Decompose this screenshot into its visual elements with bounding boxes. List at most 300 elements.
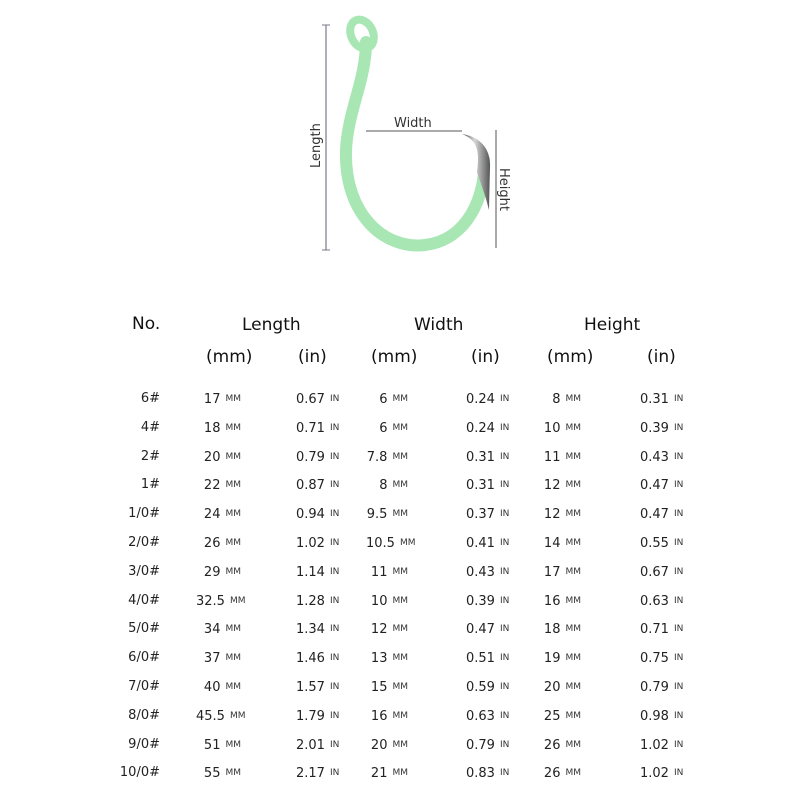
unit-suffix: MM [565, 509, 581, 520]
cell-width-mm [366, 621, 408, 638]
unit-suffix: IN [329, 422, 340, 433]
cell-width-mm [366, 708, 408, 725]
cell-width-in [466, 737, 510, 754]
cell-value: 0.67 [296, 392, 325, 407]
cell-length-in [296, 535, 340, 552]
cell-width-mm [366, 420, 408, 437]
cell-width-in [466, 391, 510, 408]
unit-suffix: MM [565, 566, 581, 577]
cell-value: 21 [370, 766, 388, 782]
cell-length-mm [196, 391, 241, 408]
cell-value: 0.83 [466, 766, 495, 782]
cell-height-in [640, 535, 684, 552]
unit-suffix: MM [225, 422, 241, 433]
cell-value: 13 [370, 651, 388, 667]
cell-length-in [296, 679, 340, 696]
cell-value: 0.24 [466, 392, 495, 407]
cell-height-in [640, 765, 684, 782]
cell-value: 2# [140, 448, 160, 464]
unit-suffix: IN [499, 480, 510, 491]
unit-suffix: MM [392, 624, 408, 635]
cell-height-mm [536, 708, 581, 725]
unit-suffix: IN [329, 624, 340, 635]
cell-value: 19 [543, 651, 561, 667]
cell-value: 40 [203, 680, 221, 695]
cell-value: 0.31 [466, 449, 495, 465]
table-row [0, 477, 800, 499]
table-row [0, 593, 800, 615]
cell-value: 0.63 [466, 708, 495, 724]
cell-value: 1.46 [296, 651, 325, 667]
cell-value: 11 [370, 564, 388, 580]
cell-value: 16 [370, 708, 388, 724]
cell-width-mm [366, 535, 416, 552]
header-length: Length [242, 315, 301, 335]
cell-value: 32.5 [196, 593, 225, 609]
cell-value: 55 [203, 766, 221, 782]
cell-value: 0.55 [640, 536, 669, 551]
cell-width-mm [366, 593, 408, 610]
cell-no [100, 593, 160, 609]
cell-length-mm [196, 564, 241, 581]
unit-suffix: MM [225, 394, 241, 404]
cell-height-mm [536, 679, 581, 696]
cell-height-mm [536, 420, 581, 437]
table-row [0, 650, 800, 672]
unit-suffix: IN [673, 394, 684, 404]
cell-length-in [296, 650, 340, 667]
cell-width-mm [366, 737, 408, 754]
cell-value: 1.79 [296, 708, 325, 724]
cell-height-in [640, 708, 684, 725]
unit-suffix: IN [673, 653, 684, 664]
unit-suffix: IN [673, 595, 684, 606]
unit-suffix: IN [329, 538, 340, 548]
cell-value: 2/0# [128, 535, 160, 550]
cell-value: 1.28 [296, 593, 325, 609]
table-row [0, 679, 800, 701]
cell-length-mm [196, 765, 241, 782]
cell-length-mm [196, 679, 241, 696]
cell-no [100, 449, 160, 465]
cell-value: 9.5 [366, 507, 388, 523]
unit-suffix: MM [225, 538, 241, 548]
length-label: Length [309, 123, 324, 168]
unit-suffix: IN [499, 422, 510, 433]
unit-suffix: MM [565, 710, 581, 721]
cell-value: 37 [203, 651, 221, 667]
unit-suffix: MM [392, 739, 408, 750]
cell-value: 0.47 [466, 622, 495, 638]
cell-value: 0.37 [466, 507, 495, 523]
cell-value: 6 [379, 420, 388, 436]
cell-value: 0.43 [466, 564, 495, 580]
unit-suffix: MM [565, 422, 581, 433]
unit-suffix: MM [229, 595, 246, 606]
cell-length-in [296, 420, 340, 437]
cell-value: 16 [543, 593, 561, 609]
cell-value: 0.39 [466, 593, 495, 609]
cell-no [100, 535, 160, 551]
unit-suffix: IN [499, 710, 510, 721]
table-row [0, 391, 800, 413]
cell-value: 24 [203, 507, 221, 523]
cell-height-mm [536, 449, 581, 466]
cell-value: 10 [370, 593, 388, 609]
cell-no [100, 621, 160, 637]
cell-value: 29 [203, 564, 221, 580]
unit-suffix: IN [329, 566, 340, 577]
cell-value: 10 [543, 420, 561, 436]
cell-width-mm [366, 506, 408, 523]
cell-value: 12 [543, 507, 561, 523]
cell-height-mm [536, 535, 581, 552]
cell-height-mm [536, 477, 581, 494]
cell-value: 20 [370, 737, 388, 753]
unit-suffix: MM [392, 394, 408, 404]
cell-length-mm [196, 621, 241, 638]
cell-value: 10/0# [119, 765, 160, 781]
unit-length-in: (in) [298, 347, 327, 367]
unit-suffix: IN [673, 422, 684, 433]
unit-suffix: MM [392, 480, 408, 491]
cell-value: 8/0# [128, 707, 160, 723]
unit-suffix: MM [392, 451, 408, 462]
cell-value: 0.59 [466, 680, 495, 695]
cell-no [100, 708, 160, 724]
cell-value: 26 [203, 536, 221, 551]
unit-suffix: IN [673, 566, 684, 577]
cell-value: 0.24 [466, 420, 495, 436]
cell-value: 20 [543, 680, 561, 695]
cell-length-in [296, 391, 340, 408]
cell-width-mm [366, 391, 408, 408]
unit-width-in: (in) [471, 347, 500, 367]
cell-value: 0.94 [296, 507, 325, 523]
height-label: Height [496, 168, 511, 211]
table-row [0, 449, 800, 471]
cell-no [100, 650, 160, 666]
cell-width-in [466, 449, 510, 466]
cell-width-in [466, 477, 510, 494]
cell-value: 0.79 [640, 680, 669, 695]
cell-value: 25 [543, 708, 561, 724]
cell-value: 0.67 [640, 564, 669, 580]
cell-no [100, 564, 160, 580]
cell-height-in [640, 621, 684, 638]
unit-suffix: IN [673, 682, 684, 692]
cell-value: 8 [552, 392, 561, 407]
cell-value: 0.47 [640, 478, 669, 494]
cell-length-mm [196, 737, 241, 754]
cell-width-mm [366, 650, 408, 667]
cell-value: 0.71 [296, 420, 325, 436]
unit-suffix: IN [329, 682, 340, 692]
unit-suffix: IN [499, 768, 510, 779]
unit-suffix: IN [329, 653, 340, 664]
cell-value: 8 [379, 478, 388, 494]
unit-suffix: IN [499, 538, 510, 548]
unit-suffix: MM [565, 480, 581, 491]
unit-suffix: MM [565, 682, 581, 692]
cell-value: 3/0# [128, 563, 160, 579]
cell-no [100, 477, 160, 493]
cell-value: 26 [543, 737, 561, 753]
unit-suffix: IN [329, 509, 340, 520]
unit-suffix: IN [499, 566, 510, 577]
cell-value: 18 [543, 622, 561, 638]
unit-suffix: IN [673, 480, 684, 491]
unit-suffix: IN [499, 451, 510, 462]
cell-length-mm [196, 593, 246, 610]
cell-value: 0.39 [640, 420, 669, 436]
cell-no [100, 420, 160, 436]
header-no: No. [132, 314, 161, 334]
cell-value: 11 [543, 449, 561, 465]
cell-value: 0.98 [640, 708, 669, 724]
cell-height-in [640, 449, 684, 466]
table-row [0, 765, 800, 787]
unit-suffix: MM [565, 739, 581, 750]
cell-value: 1.02 [640, 737, 669, 753]
cell-length-in [296, 449, 340, 466]
cell-width-in [466, 506, 510, 523]
unit-suffix: IN [329, 739, 340, 750]
cell-length-mm [196, 477, 241, 494]
cell-height-mm [536, 506, 581, 523]
cell-no [100, 391, 160, 407]
cell-value: 45.5 [196, 708, 225, 724]
unit-suffix: IN [499, 394, 510, 404]
cell-length-in [296, 737, 340, 754]
unit-suffix: IN [499, 595, 510, 606]
unit-suffix: MM [392, 509, 408, 520]
cell-no [100, 765, 160, 781]
cell-length-in [296, 621, 340, 638]
cell-value: 18 [203, 420, 221, 436]
cell-width-mm [366, 765, 408, 782]
unit-suffix: MM [392, 566, 408, 577]
unit-suffix: MM [225, 451, 241, 462]
cell-value: 5/0# [128, 621, 160, 637]
cell-value: 1.02 [640, 766, 669, 782]
cell-value: 9/0# [128, 736, 160, 752]
unit-suffix: MM [225, 682, 241, 692]
cell-height-in [640, 650, 684, 667]
table-row [0, 708, 800, 730]
unit-suffix: MM [392, 710, 408, 721]
cell-length-in [296, 765, 340, 782]
cell-width-in [466, 679, 510, 696]
cell-value: 1.57 [296, 680, 325, 695]
cell-length-mm [196, 535, 241, 552]
unit-suffix: MM [225, 739, 241, 750]
cell-height-mm [536, 593, 581, 610]
cell-value: 7/0# [128, 679, 160, 694]
header-width: Width [414, 315, 464, 335]
unit-suffix: IN [329, 768, 340, 779]
unit-suffix: IN [499, 653, 510, 664]
cell-value: 2.17 [296, 766, 325, 782]
table-row [0, 506, 800, 528]
cell-value: 1.02 [296, 536, 325, 551]
cell-value: 0.43 [640, 449, 669, 465]
unit-length-mm: (mm) [206, 347, 253, 367]
unit-suffix: IN [673, 538, 684, 548]
cell-value: 2.01 [296, 737, 325, 753]
width-label: Width [394, 116, 432, 131]
cell-length-mm [196, 420, 241, 437]
table-row [0, 621, 800, 643]
cell-length-mm [196, 449, 241, 466]
cell-value: 51 [203, 737, 221, 753]
unit-suffix: MM [225, 566, 241, 577]
cell-value: 0.63 [640, 593, 669, 609]
cell-value: 0.71 [640, 622, 669, 638]
cell-value: 0.87 [296, 478, 325, 494]
cell-value: 0.79 [466, 737, 495, 753]
unit-suffix: MM [225, 768, 241, 779]
cell-value: 0.79 [296, 449, 325, 465]
cell-width-in [466, 650, 510, 667]
cell-value: 6 [379, 392, 388, 407]
cell-value: 0.51 [466, 651, 495, 667]
unit-suffix: IN [673, 624, 684, 635]
cell-value: 6/0# [128, 650, 160, 666]
cell-width-mm [366, 449, 408, 466]
cell-height-mm [536, 564, 581, 581]
cell-width-in [466, 708, 510, 725]
unit-suffix: MM [565, 538, 581, 548]
cell-height-in [640, 593, 684, 610]
cell-value: 14 [543, 536, 561, 551]
cell-value: 0.75 [640, 651, 669, 667]
cell-value: 1# [140, 477, 160, 493]
unit-height-in: (in) [647, 347, 676, 367]
cell-height-mm [536, 650, 581, 667]
cell-value: 1/0# [128, 506, 160, 522]
unit-suffix: IN [673, 710, 684, 721]
unit-width-mm: (mm) [371, 347, 418, 367]
cell-value: 17 [203, 392, 221, 407]
unit-suffix: IN [329, 710, 340, 721]
unit-suffix: IN [329, 394, 340, 404]
unit-suffix: MM [225, 480, 241, 491]
unit-suffix: IN [329, 451, 340, 462]
cell-height-in [640, 506, 684, 523]
cell-value: 1.34 [296, 622, 325, 638]
cell-width-in [466, 621, 510, 638]
cell-length-in [296, 506, 340, 523]
unit-suffix: IN [499, 739, 510, 750]
unit-suffix: MM [565, 394, 581, 404]
cell-value: 20 [203, 449, 221, 465]
cell-value: 12 [370, 622, 388, 638]
unit-suffix: MM [392, 595, 408, 606]
unit-suffix: MM [229, 710, 246, 721]
cell-height-mm [536, 391, 581, 408]
cell-height-mm [536, 621, 581, 638]
cell-value: 4/0# [128, 592, 160, 608]
cell-height-in [640, 391, 684, 408]
unit-suffix: MM [392, 653, 408, 664]
cell-value: 17 [543, 564, 561, 580]
cell-length-in [296, 708, 340, 725]
cell-width-mm [366, 477, 408, 494]
unit-suffix: IN [499, 624, 510, 635]
cell-value: 22 [203, 478, 221, 494]
cell-value: 1.14 [296, 564, 325, 580]
cell-value: 7.8 [366, 449, 388, 465]
cell-width-in [466, 564, 510, 581]
cell-value: 12 [543, 478, 561, 494]
cell-height-in [640, 420, 684, 437]
cell-value: 0.31 [466, 478, 495, 494]
unit-suffix: MM [565, 595, 581, 606]
cell-length-mm [196, 506, 241, 523]
unit-suffix: MM [225, 624, 241, 635]
cell-length-in [296, 477, 340, 494]
unit-suffix: IN [329, 480, 340, 491]
cell-no [100, 679, 160, 695]
unit-suffix: MM [225, 653, 241, 664]
cell-length-mm [196, 708, 246, 725]
unit-suffix: IN [329, 595, 340, 606]
unit-suffix: IN [499, 509, 510, 520]
unit-suffix: IN [673, 739, 684, 750]
cell-width-in [466, 765, 510, 782]
table-row [0, 420, 800, 442]
table-row [0, 737, 800, 759]
cell-height-in [640, 477, 684, 494]
cell-width-in [466, 420, 510, 437]
cell-value: 0.41 [466, 536, 495, 551]
table-row [0, 564, 800, 586]
cell-value: 26 [543, 766, 561, 782]
unit-suffix: MM [565, 451, 581, 462]
unit-suffix: MM [392, 682, 408, 692]
unit-suffix: MM [399, 538, 416, 548]
table-row [0, 535, 800, 557]
unit-suffix: IN [499, 682, 510, 692]
cell-no [100, 737, 160, 753]
cell-height-in [640, 679, 684, 696]
unit-suffix: IN [673, 451, 684, 462]
cell-value: 0.47 [640, 507, 669, 523]
cell-width-in [466, 535, 510, 552]
unit-suffix: MM [565, 768, 581, 779]
cell-value: 10.5 [366, 536, 395, 551]
cell-width-in [466, 593, 510, 610]
cell-value: 34 [203, 622, 221, 638]
cell-length-mm [196, 650, 241, 667]
unit-suffix: IN [673, 768, 684, 779]
cell-value: 6# [140, 391, 160, 406]
unit-suffix: MM [392, 768, 408, 779]
cell-length-in [296, 593, 340, 610]
header-height: Height [584, 315, 641, 335]
cell-width-mm [366, 679, 408, 696]
unit-suffix: MM [392, 422, 408, 433]
unit-suffix: MM [565, 624, 581, 635]
unit-suffix: IN [673, 509, 684, 520]
cell-length-in [296, 564, 340, 581]
cell-value: 0.31 [640, 392, 669, 407]
cell-height-in [640, 564, 684, 581]
cell-height-mm [536, 765, 581, 782]
cell-no [100, 506, 160, 522]
unit-suffix: MM [565, 653, 581, 664]
